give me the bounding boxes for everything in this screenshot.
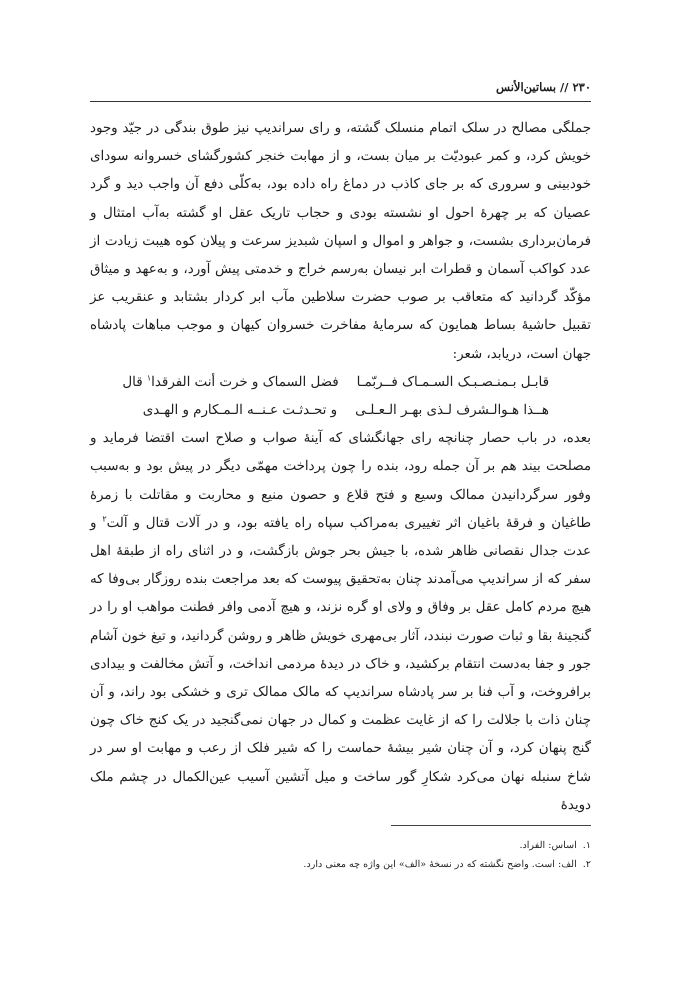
footnotes (90, 836, 591, 874)
verse-line-2 (90, 397, 591, 425)
paragraph-2-part-b: و عدت جدال نقصانی ظاهر شده، با جیش بحر جوش بازگشت، و در اثنای راه از طبقهٔ اهل سفر که از سراندیپ می‌آمدند چنان به‌تحقیق پیوست که بعد مراجعت بنده روزگار بی‌وفا که هیچ مردم کامل عقل بر وفاق و ولای او گره نزند، و هیچ آدمی وافر فطنت مواهب او را در گنجینهٔ بقا و ثبات صورت نبندد، آثار بی‌مهری خویش ظاهر و روشن گردانید، و تیغ خون آشام جور و جفا به‌دست انتقام برکشید، و خاک در دیدهٔ مردمی انداخت، و آتش مخالفت و بیدادی برافروخت، و آب فنا بر سر پادشاه سراندیپ که مالک ممالک تری و خشکی بود راند، و آن چنان ذات با جلالت را که از غایت عظمت و کمال در جهان نمی‌گنجید در یک کنج خاک چون گنج پنهان کرد، و آن چنان شیر بیشهٔ حماست را که شیر فلک از رعب و مهابت او سر در شاخ سنبله نهان می‌کرد شکارِ گور ساخت و میل آتشین آسیب عین‌الکمال در چشم ملک دویدهٔ (90, 515, 591, 813)
footnote-ref-1[interactable]: ۱ (146, 373, 152, 383)
footnote-2-number: ۲. (582, 859, 591, 870)
footnote-rule (391, 825, 591, 826)
paragraph-2-part-a: بعده، در باب حصار چنانچه رای جهانگشای که آینهٔ صواب و صلاح است اقتضا فرماید و مصلحت بیند هم بر آن جمله رود، بنده را چون پرداخت مهمّی دیگر در پیش بود و به‌سبب وفور سرگردانیدن ممالک وسیع و فتح قلاع و حصون منیع و محاربت و مقاتلت با زمرهٔ طاغیان و فرقهٔ باغیان اثر تغییری به‌مراکب سپاه راه یافته بود، و در آلات قتال و آلت (90, 431, 591, 531)
poem (90, 369, 591, 425)
verse-1-hemistich-right: قابـل بـمنـصـبـک السـمـاک فــربّمـا (356, 374, 549, 390)
footnote-2 (90, 855, 591, 874)
verse-1-hemistich-left: فضل السماک و خرت أنت الفرقدا (151, 374, 339, 390)
verse-1-end: قال (122, 374, 147, 390)
footnote-ref-2[interactable]: ۲ (102, 514, 107, 524)
running-head: ۲۳۰ // بساتین‌الأنس (496, 80, 591, 94)
footnote-2-text: الف: است. واضح نگشته که در نسخهٔ «الف» این واژه چه معنی دارد. (303, 859, 577, 870)
paragraph-1: جملگی مصالح در سلک اتمام منسلک گشته، و رای سراندیپ نیز طوق بندگی در جیّد وجود خویش کرد، و کمر عبودیّت بر میان بست، و از مهابت خنجر کشورگشای خسروانه سودای خودبینی و سروری که بر جای کاذب در دماغ راه داده بود، به‌کلّی دفع آن واجب دید و گرد عصیان که بر چهرهٔ احول او نشسته بودی و حجاب تاریک عقل او گشته به‌آب امتثال و فرمان‌برداری بشست، و جواهر و اموال و اسپان شبدیز سرعت و پیلان کوه هیبت زیادت از عدد کواکب آسمان و قطرات ابر نیسان به‌رسم خراج و خدمتی پیش آورد، و به‌عهد و میثاق مؤکّد گردانید که متعاقب بر صوب حضرت سلاطین مآب ابر کردار بشتابد و عنقریب عز تقبیل حاشیهٔ بساط همایون که سرمایهٔ مفاخرت خسروان کیهان و موجب مباهات پادشاه جهان است، دریابد، شعر: (90, 121, 591, 362)
footnote-1-text: اساس: الفراد. (519, 840, 577, 851)
verse-2-hemistich-left: و تحـدثـت عـنــه الـمـکارم و الهـدی (142, 403, 338, 419)
footnote-1-number: ۱. (582, 840, 591, 851)
paragraph-2 (90, 425, 591, 820)
footnote-1 (90, 836, 591, 855)
verse-line-1 (90, 369, 591, 397)
header-rule (90, 101, 591, 102)
body-text (90, 115, 591, 820)
verse-2-hemistich-right: هــذا هـوالـشرف لـذی بهـر الـعـلـی (355, 403, 549, 419)
